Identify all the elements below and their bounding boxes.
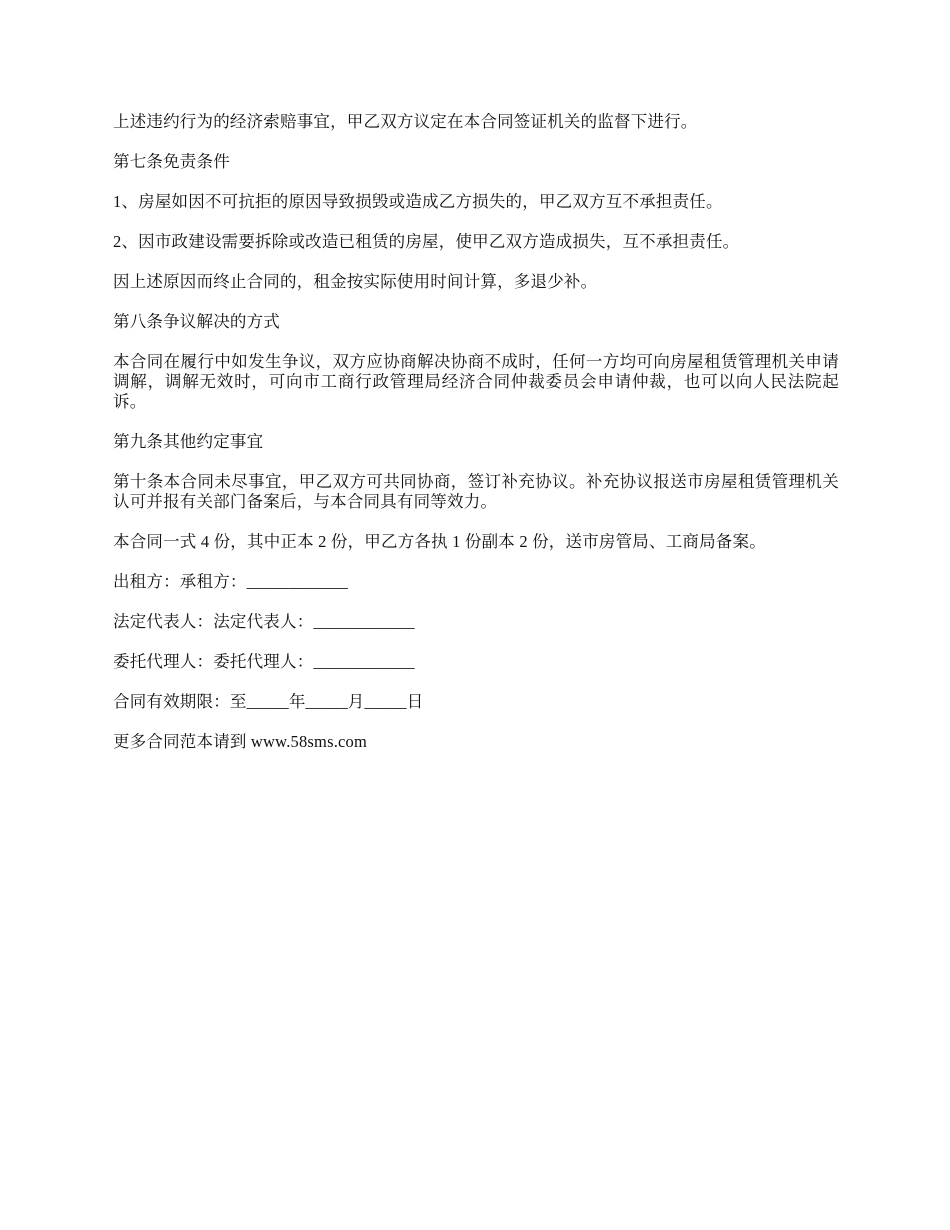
signature-authorized-agent: 委托代理人：委托代理人：____________ bbox=[113, 652, 415, 671]
paragraph-breach-compensation: 上述违约行为的经济索赔事宜，甲乙双方议定在本合同签证机关的监督下进行。 bbox=[113, 112, 698, 131]
paragraph-article-10: 第十条本合同未尽事宜，甲乙双方可共同协商，签订补充协议。补充协议报送市房屋租赁管理机关认可并报有关部门备案后，与本合同具有同等效力。 bbox=[113, 472, 839, 511]
paragraph-copies: 本合同一式 4 份，其中正本 2 份，甲乙方各执 1 份副本 2 份，送市房管局、工商局备案。 bbox=[113, 532, 766, 551]
footer-more-templates: 更多合同范本请到 www.58sms.com bbox=[113, 732, 368, 751]
signature-lessor-lessee: 出租方：承租方：____________ bbox=[113, 572, 348, 591]
document-page bbox=[113, 112, 839, 772]
heading-article-7: 第七条免责条件 bbox=[113, 152, 230, 171]
heading-article-8: 第八条争议解决的方式 bbox=[113, 312, 280, 331]
heading-article-9: 第九条其他约定事宜 bbox=[113, 432, 264, 451]
paragraph-force-majeure: 1、房屋如因不可抗拒的原因导致损毁或造成乙方损失的，甲乙双方互不承担责任。 bbox=[113, 192, 723, 211]
paragraph-dispute-resolution: 本合同在履行中如发生争议，双方应协商解决协商不成时，任何一方均可向房屋租赁管理机关申请调解，调解无效时，可向市工商行政管理局经济合同仲裁委员会申请仲裁，也可以向人民法院起诉。 bbox=[113, 352, 839, 411]
paragraph-municipal-demolition: 2、因市政建设需要拆除或改造已租赁的房屋，使甲乙双方造成损失，互不承担责任。 bbox=[113, 232, 740, 251]
paragraph-rent-settlement: 因上述原因而终止合同的，租金按实际使用时间计算，多退少补。 bbox=[113, 272, 598, 291]
signature-legal-representative: 法定代表人：法定代表人：____________ bbox=[113, 612, 415, 631]
contract-validity-period: 合同有效期限：至_____年_____月_____日 bbox=[113, 692, 424, 711]
